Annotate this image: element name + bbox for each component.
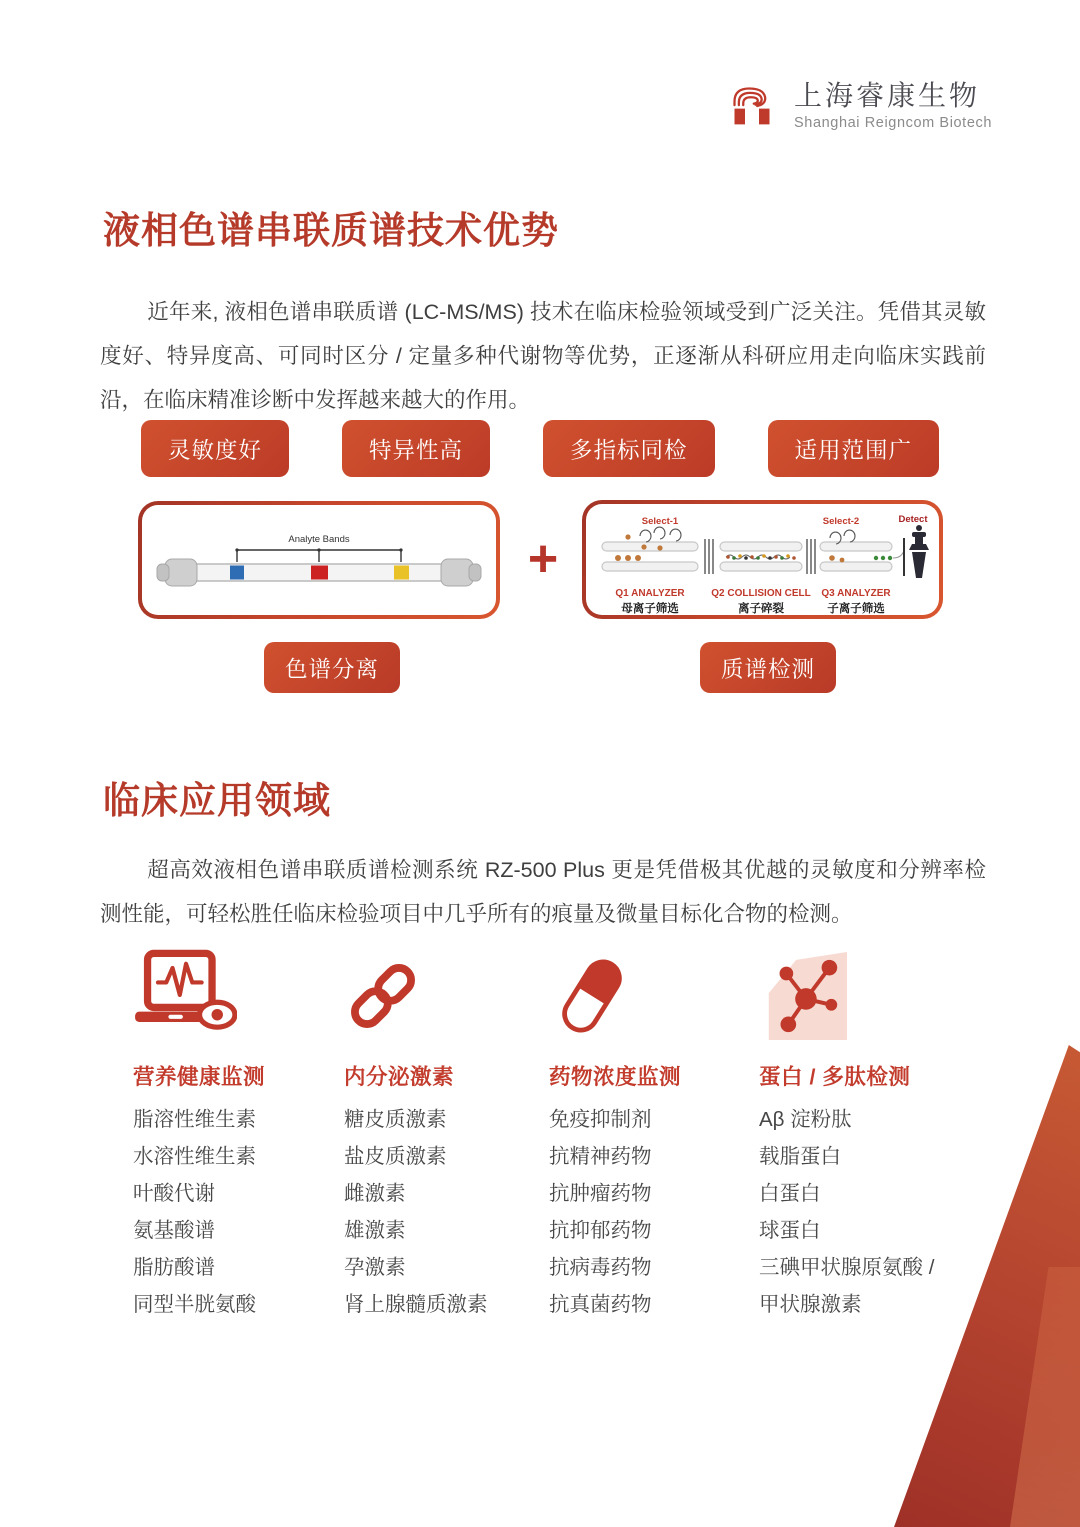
molecule-icon [759,946,879,1046]
svg-text:离子碎裂: 离子碎裂 [737,602,784,615]
capsule-icon [549,946,669,1046]
column-title: 营养健康监测 [133,1065,266,1089]
list-item: Aβ 淀粉肽 [759,1108,852,1131]
badge-sensitivity: 灵敏度好 [141,420,289,477]
section1-paragraph: 近年来, 液相色谱串联质谱 (LC-MS/MS) 技术在临床检验领域受到广泛关注。凭借其灵敏度好、特异度高、可同时区分 / 定量多种代谢物等优势，正逐渐从科研应用走向临床实践前沿，在临床精准诊断中发挥越来越大的作用。 [100,300,986,412]
svg-text:母离子筛选: 母离子筛选 [620,602,679,615]
chromatography-diagram-box [138,501,500,619]
analyte-band-yellow [394,566,409,580]
svg-text:Analyte Bands: Analyte Bands [288,534,350,545]
list-item: 抗病毒药物 [549,1256,652,1279]
chain-link-icon [344,946,464,1046]
column-items [133,1101,344,1323]
list-item: 抗抑郁药物 [549,1219,652,1242]
list-item: 抗真菌药物 [549,1293,652,1316]
svg-text:Select-1: Select-1 [641,515,678,527]
svg-text:Q3 ANALYZER: Q3 ANALYZER [820,587,891,599]
list-item: 脂肪酸谱 [133,1256,215,1279]
list-item: 孕激素 [344,1256,406,1279]
column-title: 药物浓度监测 [549,1065,682,1089]
company-name-cn: 上海睿康生物 [794,80,981,112]
list-item: 脂溶性维生素 [133,1108,256,1131]
list-item: 载脂蛋白 [759,1145,841,1168]
list-item: 雄激素 [344,1219,406,1242]
list-item: 同型半胱氨酸 [133,1293,256,1316]
advantage-badges [0,420,1080,477]
company-logo [724,78,992,134]
svg-text:子离子筛选: 子离子筛选 [826,602,885,615]
column-nutrition [133,946,344,1323]
section1-title: 液相色谱串联质谱技术优势 [103,210,559,251]
list-item: 叶酸代谢 [133,1182,215,1205]
svg-text:Q1 ANALYZER: Q1 ANALYZER [614,587,685,599]
section2-paragraph: 超高效液相色谱串联质谱检测系统 RZ-500 Plus 更是凭借极其优越的灵敏度和分辨率检测性能，可轻松胜任临床检验项目中几乎所有的痕量及微量目标化合物的检测。 [100,858,986,926]
list-item: 抗肿瘤药物 [549,1182,652,1205]
column-items [549,1101,759,1323]
list-item: 糖皮质激素 [344,1108,447,1131]
list-item: 盐皮质激素 [344,1145,447,1168]
analyte-band-blue [230,566,244,580]
column-items [344,1101,549,1323]
list-item: 白蛋白 [759,1182,821,1205]
mass-spec-diagram-box [582,500,943,619]
application-columns [133,946,963,1323]
company-name-en: Shanghai Reigncom Biotech [794,115,992,132]
svg-text:Select-2: Select-2 [822,515,859,527]
list-item: 肾上腺髓质激素 [344,1293,488,1316]
list-item: 抗精神药物 [549,1145,652,1168]
section2-title: 临床应用领域 [103,780,331,821]
column-drug-monitoring [549,946,759,1323]
list-item: 球蛋白 [759,1219,821,1242]
badge-specificity: 特异性高 [342,420,490,477]
list-item: 雌激素 [344,1182,406,1205]
column-items [759,1101,963,1323]
column-title: 内分泌激素 [344,1065,455,1089]
list-item: 水溶性维生素 [133,1145,256,1168]
mass-spec-diagram [588,504,938,616]
caption-chromatography: 色谱分离 [264,642,400,693]
column-title: 蛋白 / 多肽检测 [759,1065,911,1089]
list-item: 氨基酸谱 [133,1219,215,1242]
analyte-band-red [311,566,328,580]
list-item: 免疫抑制剂 [549,1108,652,1131]
column-protein [759,946,963,1323]
caption-mass-spec: 质谱检测 [700,642,836,693]
list-item: 甲状腺激素 [759,1293,862,1316]
plus-sign: + [527,530,559,588]
health-monitor-icon [133,946,253,1046]
badge-wide-range: 适用范围广 [768,420,940,477]
svg-text:Detect: Detect [897,513,928,525]
chromatography-column-diagram [149,508,489,612]
reigncom-r-icon [724,78,780,134]
badge-multi-index: 多指标同检 [543,420,715,477]
svg-text:Q2 COLLISION CELL: Q2 COLLISION CELL [710,587,811,599]
column-hormones [344,946,549,1323]
list-item: 三碘甲状腺原氨酸 / [759,1256,935,1279]
